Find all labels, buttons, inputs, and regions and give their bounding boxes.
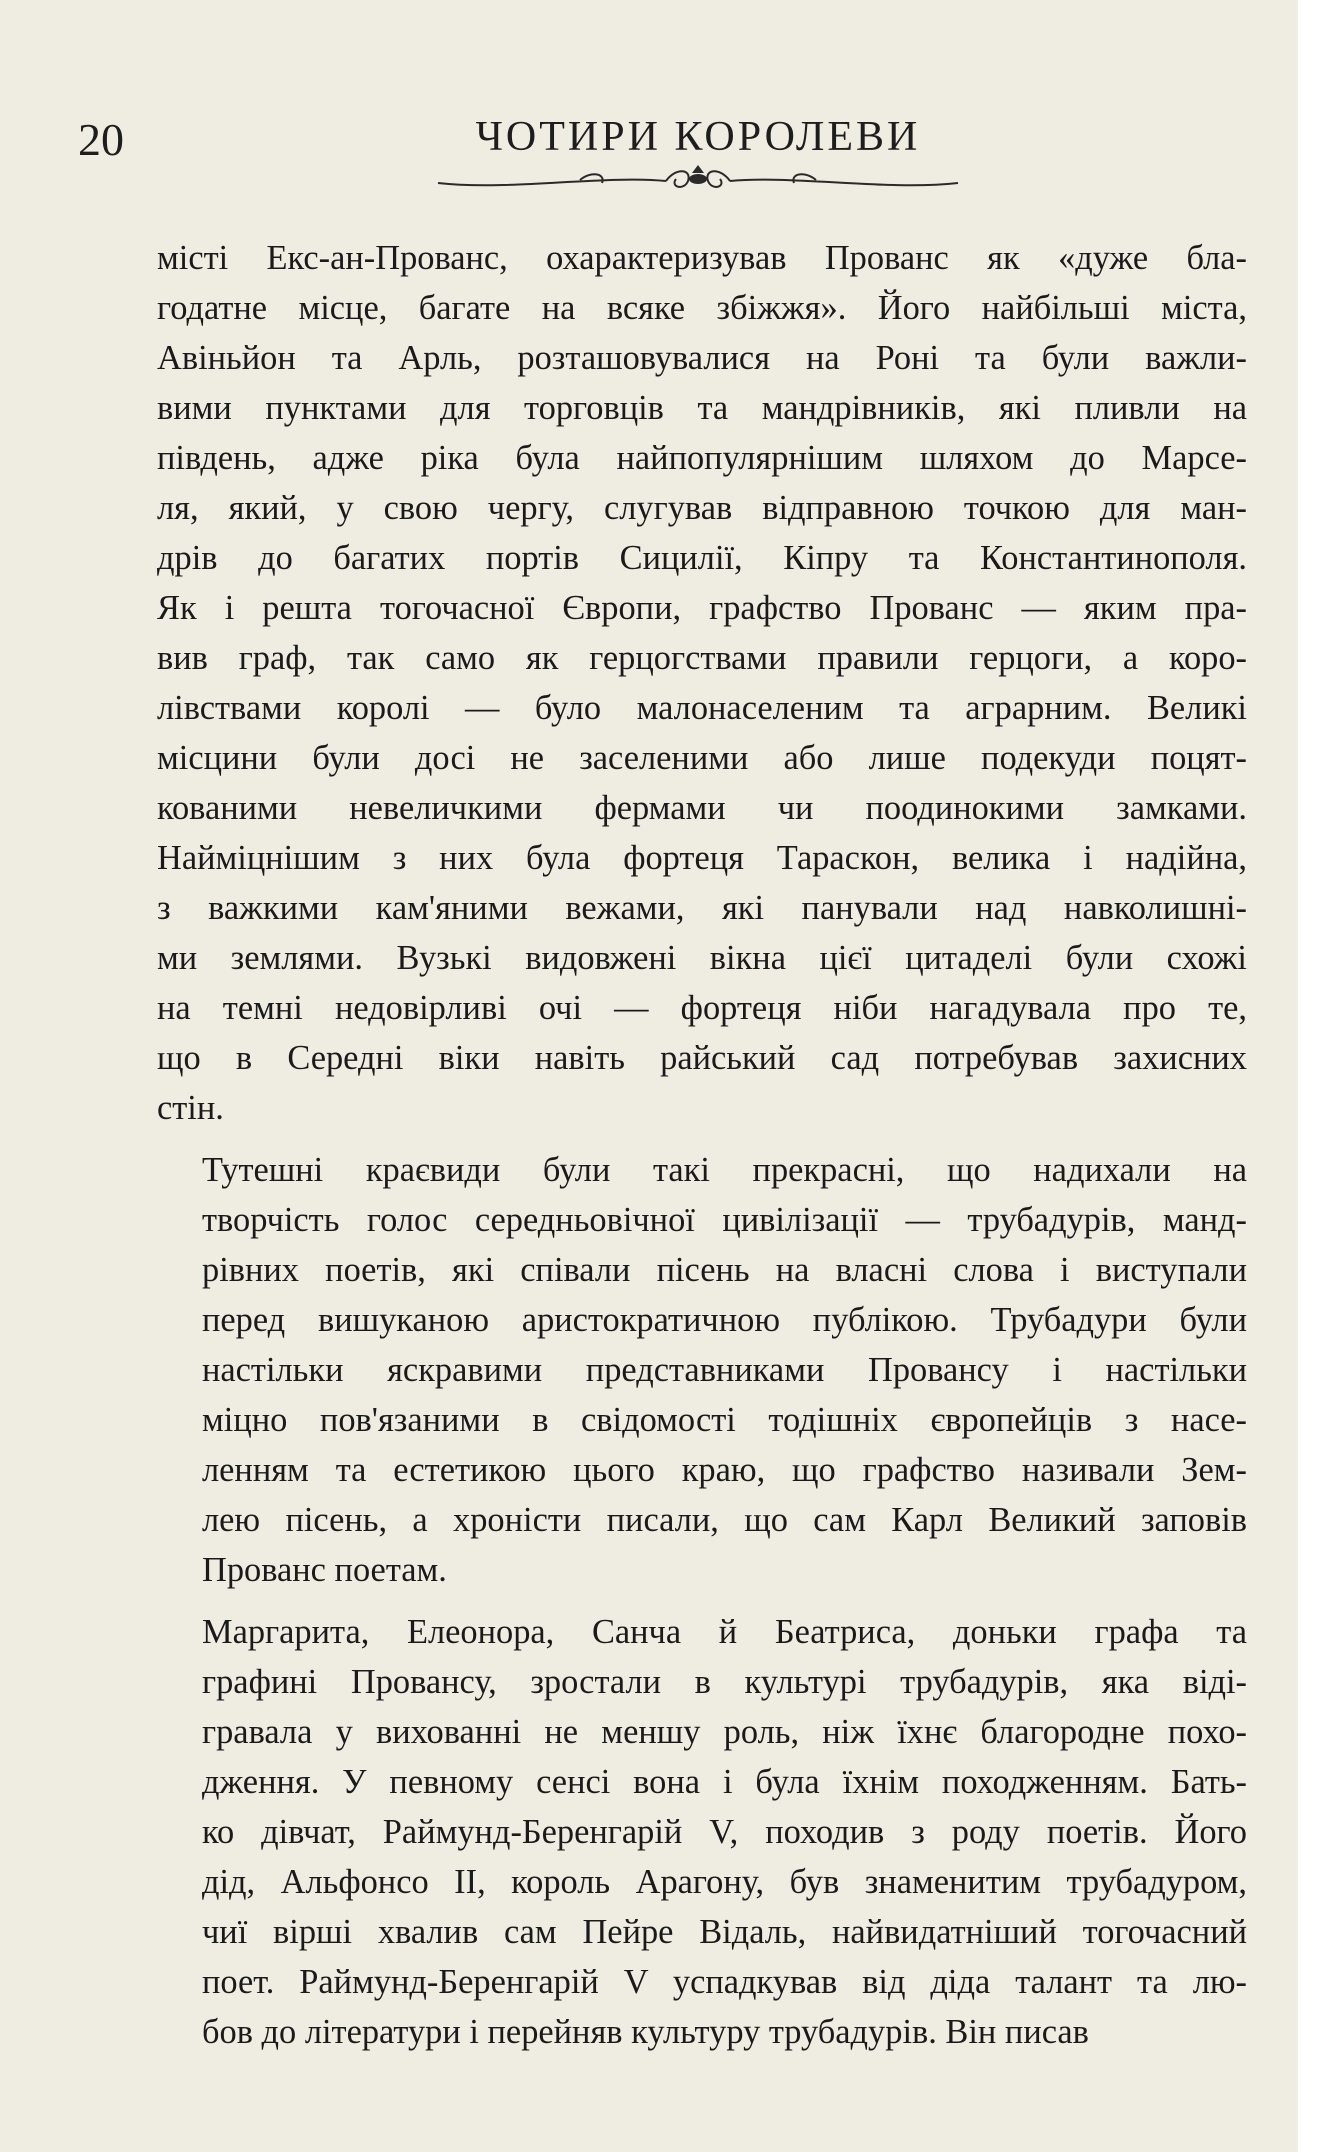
page-header xyxy=(0,105,1298,215)
text-line: дід, Альфонсо II, король Арагону, був знаменитим трубадуром, xyxy=(202,1863,1247,1901)
text-line: що в Середні віки навіть райський сад потребував захисних xyxy=(157,1039,1247,1077)
text-line: Маргарита, Елеонора, Санча й Беатриса, доньки графа та xyxy=(202,1613,1247,1651)
text-line: графині Провансу, зростали в культурі трубадурів, яка віді- xyxy=(202,1663,1247,1701)
text-line: перед вишуканою аристократичною публікою. Трубадури були xyxy=(202,1301,1247,1339)
text-line: дження. У певному сенсі вона і була їхнім походженням. Бать- xyxy=(202,1763,1247,1801)
paragraph xyxy=(157,233,1247,1133)
text-line: рівних поетів, які співали пісень на власні слова і виступали xyxy=(202,1251,1247,1289)
text-line: ля, який, у свою чергу, слугував відправною точкою для ман- xyxy=(157,489,1247,527)
text-line: міцно пов'язаними в свідомості тодішніх європейців з насе- xyxy=(202,1401,1247,1439)
text-line: місцини були досі не заселеними або лише подекуди поцят- xyxy=(157,739,1247,777)
text-line: ми землями. Вузькі видовжені вікна цієї цитаделі були схожі xyxy=(157,939,1247,977)
text-line: стін. xyxy=(157,1089,224,1127)
text-line: лівствами королі — було малонаселеним та аграрним. Великі xyxy=(157,689,1247,727)
text-line: кованими невеличкими фермами чи поодинокими замками. xyxy=(157,789,1247,827)
text-line: з важкими кам'яними вежами, які панували над навколишні- xyxy=(157,889,1247,927)
text-line: ко дівчат, Раймунд-Беренгарій V, походив з роду поетів. Його xyxy=(202,1813,1247,1851)
text-line: бов до літератури і перейняв культуру трубадурів. Він писав xyxy=(202,2013,1089,2051)
body-text xyxy=(157,233,1247,2069)
text-line: поет. Раймунд-Беренгарій V успадкував від діда талант та лю- xyxy=(202,1963,1247,2001)
flourish-ornament-icon xyxy=(430,161,966,201)
text-line: на темні недовірливі очі — фортеця ніби нагадувала про те, xyxy=(157,989,1247,1027)
text-line: настільки яскравими представниками Провансу і настільки xyxy=(202,1351,1247,1389)
text-line: Найміцнішим з них була фортеця Тараскон, велика і надійна, xyxy=(157,839,1247,877)
text-line: Тутешні краєвиди були такі прекрасні, що надихали на xyxy=(202,1151,1247,1189)
text-line: Як і решта тогочасної Європи, графство Прованс — яким пра- xyxy=(157,589,1247,627)
text-line: Прованс поетам. xyxy=(202,1551,447,1589)
text-line: південь, адже ріка була найпопулярнішим шляхом до Марсе- xyxy=(157,439,1247,477)
text-line: вив граф, так само як герцогствами правили герцоги, а коро- xyxy=(157,639,1247,677)
paragraph xyxy=(157,1607,1247,2057)
text-line: дрів до багатих портів Сицилії, Кіпру та Константинополя. xyxy=(157,539,1247,577)
text-line: ленням та естетикою цього краю, що графство називали Зем- xyxy=(202,1451,1247,1489)
page-edge xyxy=(1298,0,1344,2152)
page-number: 20 xyxy=(78,114,124,165)
text-line: творчість голос середньовічної цивілізації — трубадурів, манд- xyxy=(202,1201,1247,1239)
paragraph xyxy=(157,1145,1247,1595)
running-title: ЧОТИРИ КОРОЛЕВИ xyxy=(475,114,921,160)
text-line: місті Екс-ан-Прованс, охарактеризував Прованс як «дуже бла- xyxy=(157,239,1247,277)
text-line: вими пунктами для торговців та мандрівників, які пливли на xyxy=(157,389,1247,427)
text-line: Авіньйон та Арль, розташовувалися на Роні та були важли- xyxy=(157,339,1247,377)
text-line: чиї вірші хвалив сам Пейре Відаль, найвидатніший тогочасний xyxy=(202,1913,1247,1951)
text-line: годатне місце, багате на всяке збіжжя». Його найбільші міста, xyxy=(157,289,1247,327)
text-line: лею пісень, а хроністи писали, що сам Карл Великий заповів xyxy=(202,1501,1247,1539)
text-line: гравала у вихованні не меншу роль, ніж їхнє благородне похо- xyxy=(202,1713,1247,1751)
